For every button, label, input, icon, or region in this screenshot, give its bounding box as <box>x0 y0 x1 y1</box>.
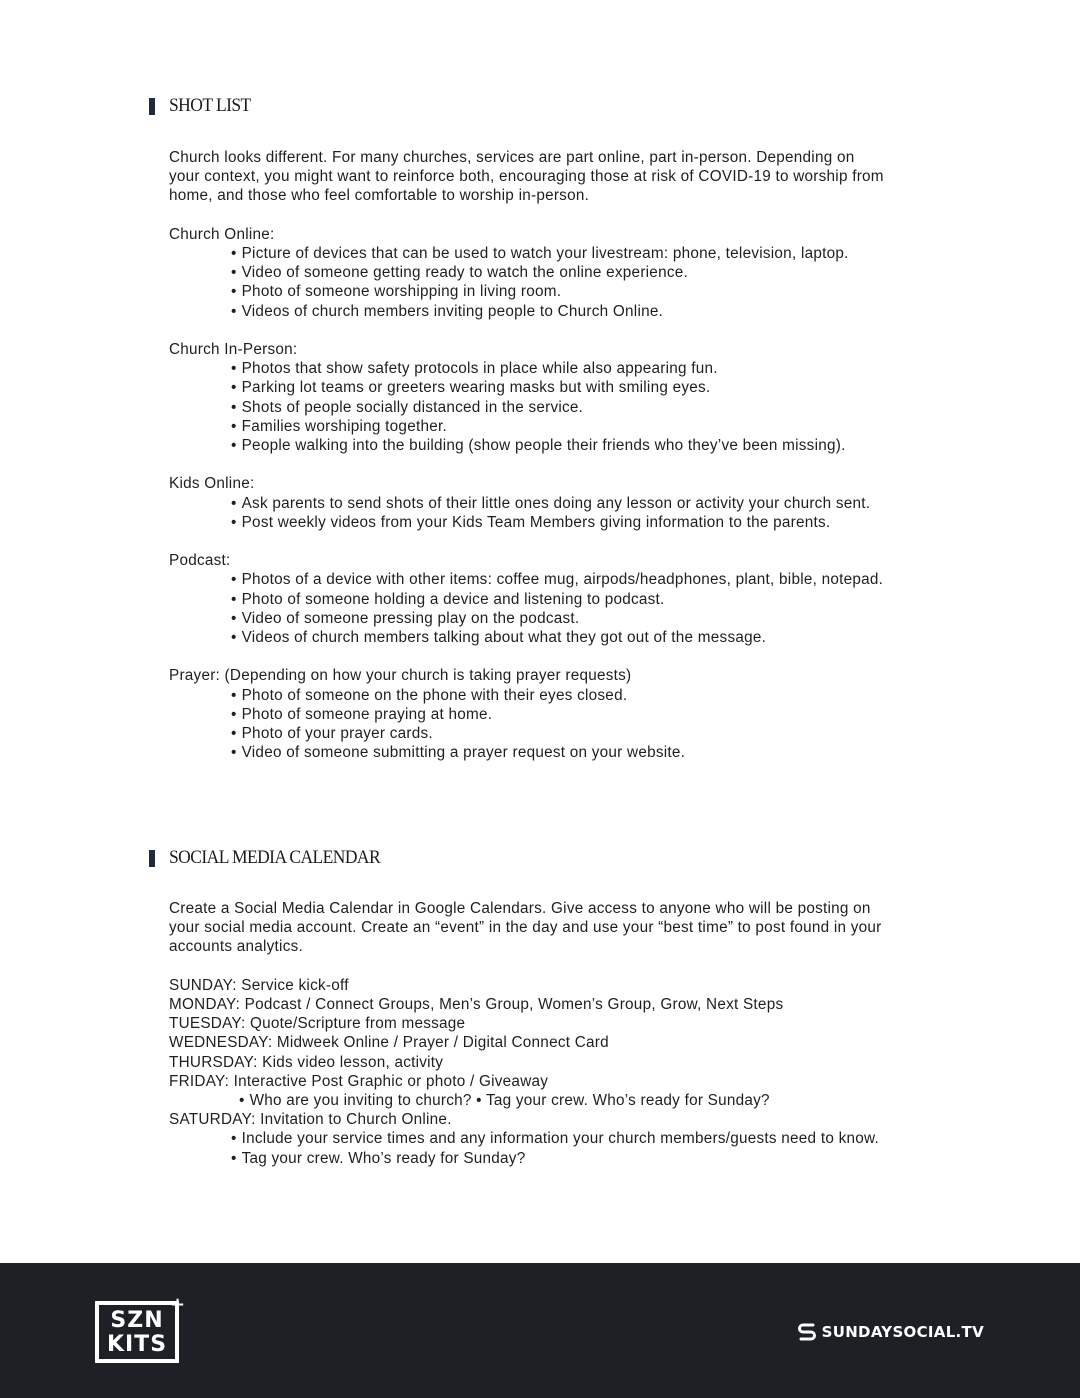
logo-text-bottom: KITS <box>106 1332 168 1357</box>
list-item: • Shots of people socially distanced in the service. <box>169 398 999 417</box>
list-item: • Families worshiping together. <box>169 417 999 436</box>
szn-kits-logo <box>95 1301 179 1363</box>
list-item: • Photo of someone holding a device and listening to podcast. <box>169 590 999 609</box>
day-monday: MONDAY: Podcast / Connect Groups, Men’s Group, Women’s Group, Grow, Next Steps <box>169 996 784 1013</box>
heading-marker <box>149 98 155 115</box>
list-item: • Who are you inviting to church? • Tag your crew. Who’s ready for Sunday? <box>169 1091 999 1110</box>
brand-text: SUNDAYSOCIAL.TV <box>821 1323 984 1341</box>
logo-text-top: SZN <box>110 1308 164 1333</box>
list-item: • Video of someone getting ready to watch the online experience. <box>169 263 999 282</box>
friday-list <box>169 1091 999 1110</box>
list-item: • Video of someone submitting a prayer request on your website. <box>169 743 999 762</box>
list-item: • Tag your crew. Who’s ready for Sunday? <box>169 1149 999 1168</box>
group-title-church-online: Church Online: <box>169 225 275 243</box>
calendar-section <box>149 847 1009 869</box>
day-saturday: SATURDAY: Invitation to Church Online. <box>169 1111 452 1129</box>
day-friday: FRIDAY: Interactive Post Graphic or photo / Giveaway <box>169 1072 549 1090</box>
calendar-heading <box>149 847 1009 869</box>
calendar-body <box>169 899 999 1168</box>
day-wednesday: WEDNESDAY: Midweek Online / Prayer / Digital Connect Card <box>169 1034 609 1052</box>
day-thursday: THURSDAY: Kids video lesson, activity <box>169 1053 444 1071</box>
list-item: • Include your service times and any information your church members/guests need to know. <box>169 1129 999 1148</box>
list-item: • Photos that show safety protocols in place while also appearing fun. <box>169 359 999 378</box>
church-in-person-list <box>169 359 999 455</box>
shot-list-section <box>149 95 1009 117</box>
s-logo-icon <box>797 1321 817 1343</box>
group-title-prayer: Prayer: (Depending on how your church is taking prayer requests) <box>169 667 632 685</box>
list-item: • Post weekly videos from your Kids Team Members giving information to the parents. <box>169 513 999 532</box>
list-item: • Videos of church members talking about what they got out of the message. <box>169 628 999 647</box>
group-title-church-in-person: Church In-Person: <box>169 341 298 358</box>
heading-marker <box>149 850 155 867</box>
intro-line: your social media account. Create an “event” in the day and use your “best time” to post found in your <box>169 919 882 937</box>
day-tuesday: TUESDAY: Quote/Scripture from message <box>169 1015 466 1033</box>
prayer-list <box>169 686 999 763</box>
group-title-kids-online: Kids Online: <box>169 475 255 493</box>
list-item: • Photo of someone on the phone with their eyes closed. <box>169 686 999 705</box>
calendar-title: SOCIAL MEDIA CALENDAR <box>169 847 381 868</box>
group-title-podcast: Podcast: <box>169 552 231 570</box>
podcast-list <box>169 570 999 647</box>
list-item: • People walking into the building (show people their friends who they’ve been missing). <box>169 436 999 455</box>
list-item: • Ask parents to send shots of their little ones doing any lesson or activity your church sent. <box>169 494 999 513</box>
list-item: • Video of someone pressing play on the podcast. <box>169 609 999 628</box>
list-item: • Photo of someone worshipping in living room. <box>169 282 999 301</box>
saturday-list <box>169 1129 999 1167</box>
footer <box>0 1263 1080 1398</box>
list-item: • Photo of your prayer cards. <box>169 724 999 743</box>
intro-line: Create a Social Media Calendar in Google Calendars. Give access to anyone who will be posting on <box>169 900 871 917</box>
intro-line: your context, you might want to reinforce both, encouraging those at risk of COVID-19 to worship from <box>169 168 884 186</box>
list-item: • Photos of a device with other items: coffee mug, airpods/headphones, plant, bible, notepad. <box>169 570 999 589</box>
church-online-list <box>169 244 999 321</box>
list-item: • Videos of church members inviting people to Church Online. <box>169 302 999 321</box>
brand <box>797 1321 984 1343</box>
list-item: • Picture of devices that can be used to watch your livestream: phone, television, laptop. <box>169 244 999 263</box>
kids-online-list <box>169 494 999 532</box>
shot-list-heading <box>149 95 1009 117</box>
intro-line: home, and those who feel comfortable to worship in-person. <box>169 187 590 205</box>
plus-icon: + <box>170 1294 186 1315</box>
intro-line: Church looks different. For many churches, services are part online, part in-person. Depending on <box>169 149 855 166</box>
intro-line: accounts analytics. <box>169 938 303 956</box>
shot-list-title: SHOT LIST <box>169 95 251 116</box>
list-item: • Photo of someone praying at home. <box>169 705 999 724</box>
day-sunday: SUNDAY: Service kick-off <box>169 976 349 994</box>
list-item: • Parking lot teams or greeters wearing masks but with smiling eyes. <box>169 378 999 397</box>
shot-list-body <box>169 148 999 762</box>
